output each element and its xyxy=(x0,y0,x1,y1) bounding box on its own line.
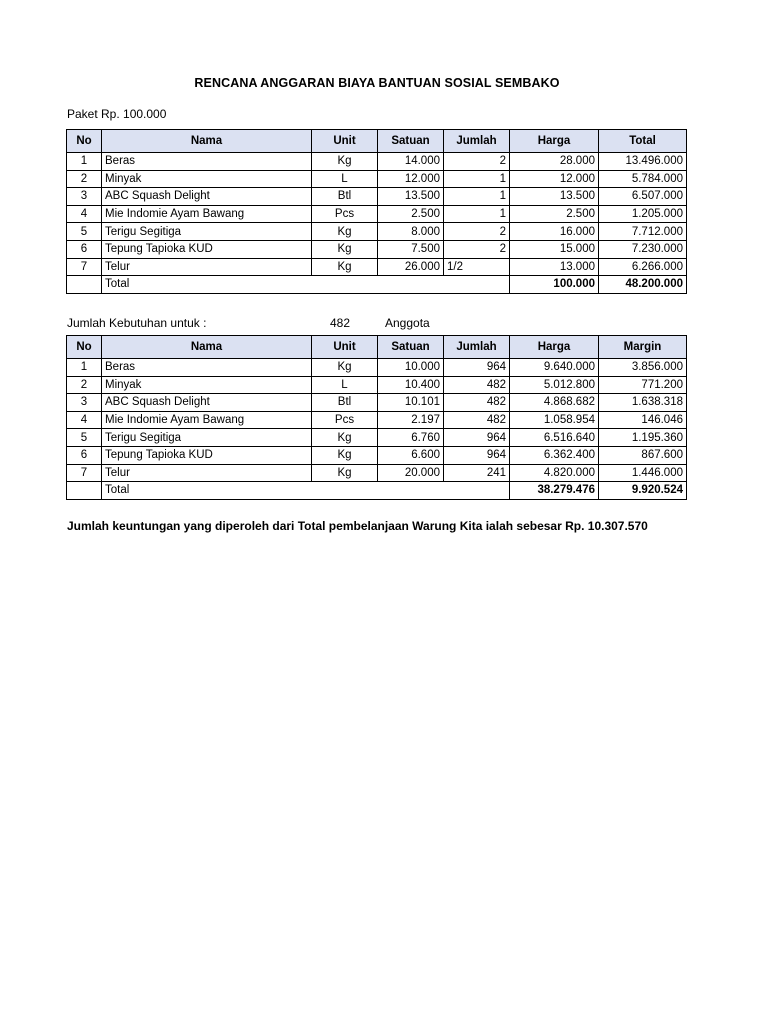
cell-harga: 6.516.640 xyxy=(510,429,599,447)
cell-no: 6 xyxy=(67,240,102,258)
cell-nama: Terigu Segitiga xyxy=(102,429,312,447)
table-row xyxy=(67,446,687,464)
cell-total: 5.784.000 xyxy=(599,170,687,188)
cell-jumlah: 482 xyxy=(444,376,510,394)
table-row xyxy=(67,258,687,276)
col-header-unit: Unit xyxy=(312,130,378,153)
requirement-table xyxy=(66,335,687,500)
cell-unit: Pcs xyxy=(312,205,378,223)
cell-satuan: 12.000 xyxy=(378,170,444,188)
cell-margin: 3.856.000 xyxy=(599,359,687,377)
total-row xyxy=(67,276,687,294)
total-label: Total xyxy=(102,276,510,294)
cell-no: 7 xyxy=(67,464,102,482)
cell-margin: 1.446.000 xyxy=(599,464,687,482)
cell-jumlah: 482 xyxy=(444,394,510,412)
cell-no: 1 xyxy=(67,153,102,171)
cell-harga: 12.000 xyxy=(510,170,599,188)
cell-unit: Kg xyxy=(312,464,378,482)
table-row xyxy=(67,359,687,377)
cell-total: 13.496.000 xyxy=(599,153,687,171)
table-header-row xyxy=(67,130,687,153)
total-harga: 100.000 xyxy=(510,276,599,294)
cell-no: 4 xyxy=(67,205,102,223)
cell-jumlah xyxy=(444,188,510,206)
cell-jumlah: 964 xyxy=(444,359,510,377)
cell-harga: 15.000 xyxy=(510,240,599,258)
kebutuhan-label: Jumlah Kebutuhan untuk : xyxy=(67,316,207,330)
cell-nama: ABC Squash Delight xyxy=(102,394,312,412)
cell-satuan: 7.500 xyxy=(378,240,444,258)
profit-summary: Jumlah keuntungan yang diperoleh dari Total pembelanjaan Warung Kita ialah sebesar Rp. 10.307.570 xyxy=(67,519,648,533)
cell-unit: L xyxy=(312,170,378,188)
col-header-satuan: Satuan xyxy=(378,336,444,359)
cell-nama: Minyak xyxy=(102,376,312,394)
table-row xyxy=(67,376,687,394)
col-header-harga: Harga xyxy=(510,130,599,153)
cell-jumlah: 241 xyxy=(444,464,510,482)
cell-nama: Beras xyxy=(102,359,312,377)
col-header-jumlah: Jumlah xyxy=(444,336,510,359)
cell-satuan: 20.000 xyxy=(378,464,444,482)
cell-nama: ABC Squash Delight xyxy=(102,188,312,206)
cell-jumlah-right: 2 xyxy=(499,155,506,168)
col-header-jumlah: Jumlah xyxy=(444,130,510,153)
cell-satuan: 10.101 xyxy=(378,394,444,412)
cell-margin: 1.638.318 xyxy=(599,394,687,412)
cell-jumlah xyxy=(444,223,510,241)
cell-no: 5 xyxy=(67,223,102,241)
cell-unit: Kg xyxy=(312,429,378,447)
cell-harga: 4.868.682 xyxy=(510,394,599,412)
cell-nama: Telur xyxy=(102,258,312,276)
cell-jumlah-right: 2 xyxy=(499,225,506,238)
cell-margin: 771.200 xyxy=(599,376,687,394)
table-row xyxy=(67,188,687,206)
cell-harga: 6.362.400 xyxy=(510,446,599,464)
col-header-unit: Unit xyxy=(312,336,378,359)
total-harga: 38.279.476 xyxy=(510,482,599,500)
cell-satuan: 14.000 xyxy=(378,153,444,171)
cell-nama: Beras xyxy=(102,153,312,171)
cell-unit: Btl xyxy=(312,394,378,412)
cell-satuan: 10.400 xyxy=(378,376,444,394)
cell-total: 6.507.000 xyxy=(599,188,687,206)
cell-no: 6 xyxy=(67,446,102,464)
cell-jumlah-right: 1 xyxy=(499,208,506,221)
table-row xyxy=(67,464,687,482)
cell-total: 7.230.000 xyxy=(599,240,687,258)
total-margin: 9.920.524 xyxy=(599,482,687,500)
cell-nama: Tepung Tapioka KUD xyxy=(102,446,312,464)
cell-unit: Kg xyxy=(312,240,378,258)
cell-no: 5 xyxy=(67,429,102,447)
total-row xyxy=(67,482,687,500)
cell-jumlah xyxy=(444,153,510,171)
table-row xyxy=(67,170,687,188)
cell-harga: 16.000 xyxy=(510,223,599,241)
table-row xyxy=(67,205,687,223)
cell-satuan: 2.500 xyxy=(378,205,444,223)
cell-nama: Tepung Tapioka KUD xyxy=(102,240,312,258)
cell-no: 4 xyxy=(67,411,102,429)
cell-satuan: 10.000 xyxy=(378,359,444,377)
cell-harga: 9.640.000 xyxy=(510,359,599,377)
cell-nama: Mie Indomie Ayam Bawang xyxy=(102,205,312,223)
cell-jumlah xyxy=(444,258,510,276)
col-header-no: No xyxy=(67,130,102,153)
cell-total: 6.266.000 xyxy=(599,258,687,276)
total-label: Total xyxy=(102,482,510,500)
cell-jumlah: 482 xyxy=(444,411,510,429)
cell-harga: 1.058.954 xyxy=(510,411,599,429)
cell-jumlah-right: 1 xyxy=(499,172,506,185)
cell-jumlah: 964 xyxy=(444,446,510,464)
col-header-no: No xyxy=(67,336,102,359)
cell-harga: 2.500 xyxy=(510,205,599,223)
cell-nama: Mie Indomie Ayam Bawang xyxy=(102,411,312,429)
paket-label: Paket Rp. 100.000 xyxy=(67,107,167,121)
cell-unit: Kg xyxy=(312,446,378,464)
cell-satuan: 6.600 xyxy=(378,446,444,464)
cell-harga: 4.820.000 xyxy=(510,464,599,482)
table-row xyxy=(67,240,687,258)
cell-unit: Kg xyxy=(312,153,378,171)
cell-no: 1 xyxy=(67,359,102,377)
total-total: 48.200.000 xyxy=(599,276,687,294)
cell-no: 2 xyxy=(67,170,102,188)
table-row xyxy=(67,153,687,171)
kebutuhan-count: 482 xyxy=(330,316,351,330)
col-header-nama: Nama xyxy=(102,130,312,153)
cell-jumlah xyxy=(444,170,510,188)
cell-jumlah xyxy=(444,240,510,258)
cell-total: 1.205.000 xyxy=(599,205,687,223)
table-header-row xyxy=(67,336,687,359)
cell-no: 7 xyxy=(67,258,102,276)
cell-unit: Btl xyxy=(312,188,378,206)
cell-jumlah: 964 xyxy=(444,429,510,447)
cell-jumlah-right: 1 xyxy=(499,190,506,203)
cell-unit: L xyxy=(312,376,378,394)
cell-empty xyxy=(67,482,102,500)
cell-satuan: 6.760 xyxy=(378,429,444,447)
page-title: RENCANA ANGGARAN BIAYA BANTUAN SOSIAL SEMBAKO xyxy=(194,76,560,90)
cell-unit: Kg xyxy=(312,359,378,377)
cell-margin: 146.046 xyxy=(599,411,687,429)
budget-table xyxy=(66,129,687,294)
cell-satuan: 2.197 xyxy=(378,411,444,429)
cell-unit: Kg xyxy=(312,258,378,276)
col-header-total: Total xyxy=(599,130,687,153)
col-header-margin: Margin xyxy=(599,336,687,359)
kebutuhan-unit: Anggota xyxy=(385,316,430,330)
cell-total: 7.712.000 xyxy=(599,223,687,241)
cell-jumlah-left: 1/2 xyxy=(447,260,463,273)
cell-harga: 28.000 xyxy=(510,153,599,171)
table-row xyxy=(67,429,687,447)
col-header-harga: Harga xyxy=(510,336,599,359)
cell-harga: 13.000 xyxy=(510,258,599,276)
cell-no: 2 xyxy=(67,376,102,394)
table-row xyxy=(67,411,687,429)
cell-satuan: 13.500 xyxy=(378,188,444,206)
cell-jumlah-right: 2 xyxy=(499,243,506,256)
col-header-nama: Nama xyxy=(102,336,312,359)
cell-nama: Terigu Segitiga xyxy=(102,223,312,241)
cell-nama: Minyak xyxy=(102,170,312,188)
cell-empty xyxy=(67,276,102,294)
cell-harga: 13.500 xyxy=(510,188,599,206)
cell-jumlah xyxy=(444,205,510,223)
table-row xyxy=(67,394,687,412)
cell-margin: 1.195.360 xyxy=(599,429,687,447)
cell-harga: 5.012.800 xyxy=(510,376,599,394)
cell-satuan: 26.000 xyxy=(378,258,444,276)
cell-unit: Kg xyxy=(312,223,378,241)
cell-margin: 867.600 xyxy=(599,446,687,464)
table-row xyxy=(67,223,687,241)
cell-no: 3 xyxy=(67,394,102,412)
cell-unit: Pcs xyxy=(312,411,378,429)
cell-satuan: 8.000 xyxy=(378,223,444,241)
cell-nama: Telur xyxy=(102,464,312,482)
cell-no: 3 xyxy=(67,188,102,206)
col-header-satuan: Satuan xyxy=(378,130,444,153)
